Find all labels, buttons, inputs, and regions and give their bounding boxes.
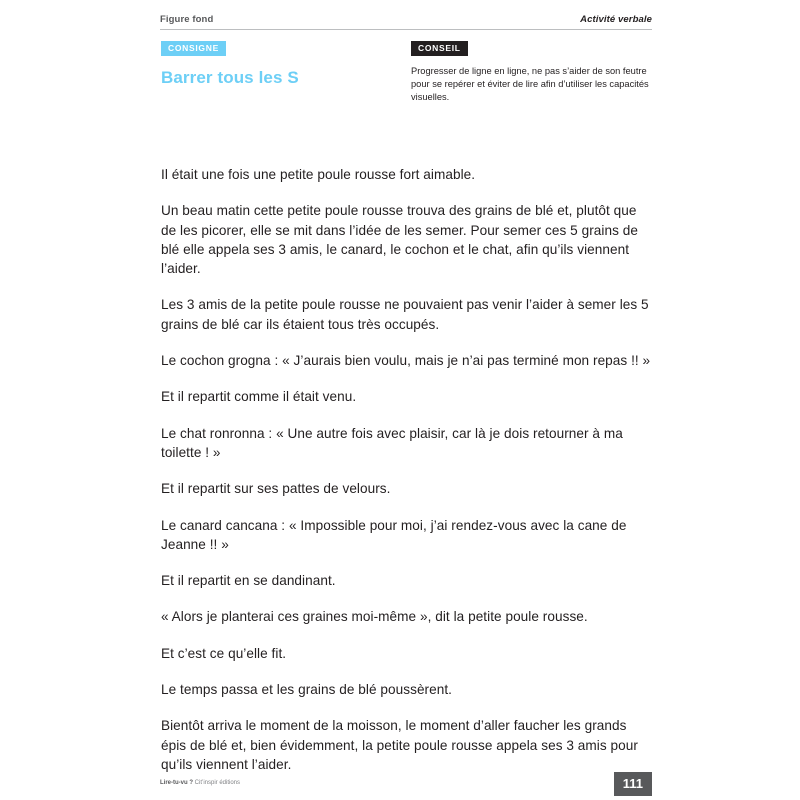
paragraph: Il était une fois une petite poule rousse fort aimable.	[161, 167, 476, 182]
page-header	[160, 14, 652, 30]
paragraph: Et il repartit sur ses pattes de velours.	[161, 481, 391, 497]
paragraph: Et il repartit comme il était venu.	[161, 389, 357, 405]
body-text	[161, 165, 653, 774]
consigne-title: Barrer tous les S	[161, 68, 299, 87]
paragraph: Le chat ronronna : « Une autre fois avec plaisir, car là je dois retourner à ma toilette ! »	[161, 425, 623, 460]
conseil-block	[411, 38, 652, 105]
page-footer	[160, 772, 652, 796]
conseil-tag: CONSEIL	[411, 41, 468, 56]
paragraph: Le cochon grogna : « J’aurais bien voulu, mais je n’ai pas terminé mon repas !! »	[161, 353, 651, 369]
paragraph: Les 3 amis de la petite poule rousse ne pouvaient pas venir l’aider à semer les 5 grains de blé car ils étaient tous très occupés.	[161, 297, 649, 332]
paragraph: « Alors je planterai ces graines moi-même », dit la petite poule rousse.	[161, 609, 588, 625]
paragraph: Et il repartit en se dandinant.	[161, 573, 336, 589]
footer-credit-title: Lire-tu-vu ?	[160, 780, 193, 787]
paragraph: Et c’est ce qu’elle fit.	[161, 645, 287, 661]
footer-credit-publisher: Cit’inspir éditions	[193, 780, 241, 787]
paragraph: Le canard cancana : « Impossible pour moi, j’ai rendez-vous avec la cane de Jeanne !! »	[161, 517, 627, 552]
paragraph: Bientôt arriva le moment de la moisson, le moment d’aller faucher les grands épis de blé et, bien évidemment, la petite poule rousse appela ses 3 amis pour qu’ils viennent l’aider.	[161, 718, 638, 772]
page-number: 111	[614, 772, 652, 796]
header-section-label: Figure fond	[160, 14, 214, 25]
paragraph: Un beau matin cette petite poule rousse trouva des grains de blé et, plutôt que de les picorer, elle se mit dans l’idée de les semer. Pour semer ces 5 grains de blé elle appela ses 3 amis, le canard, le cochon et le chat, afin qu’ils viennent l’aider.	[161, 203, 638, 277]
header-activity-label: Activité verbale	[580, 14, 652, 25]
consigne-block	[161, 38, 401, 88]
consigne-tag: CONSIGNE	[161, 41, 226, 56]
footer-credit	[160, 780, 240, 787]
conseil-text: Progresser de ligne en ligne, ne pas s’aider de son feutre pour se repérer et éviter de lire afin d’utiliser les capacités visuelles.	[411, 66, 649, 103]
paragraph: Le temps passa et les grains de blé poussèrent.	[161, 682, 453, 698]
